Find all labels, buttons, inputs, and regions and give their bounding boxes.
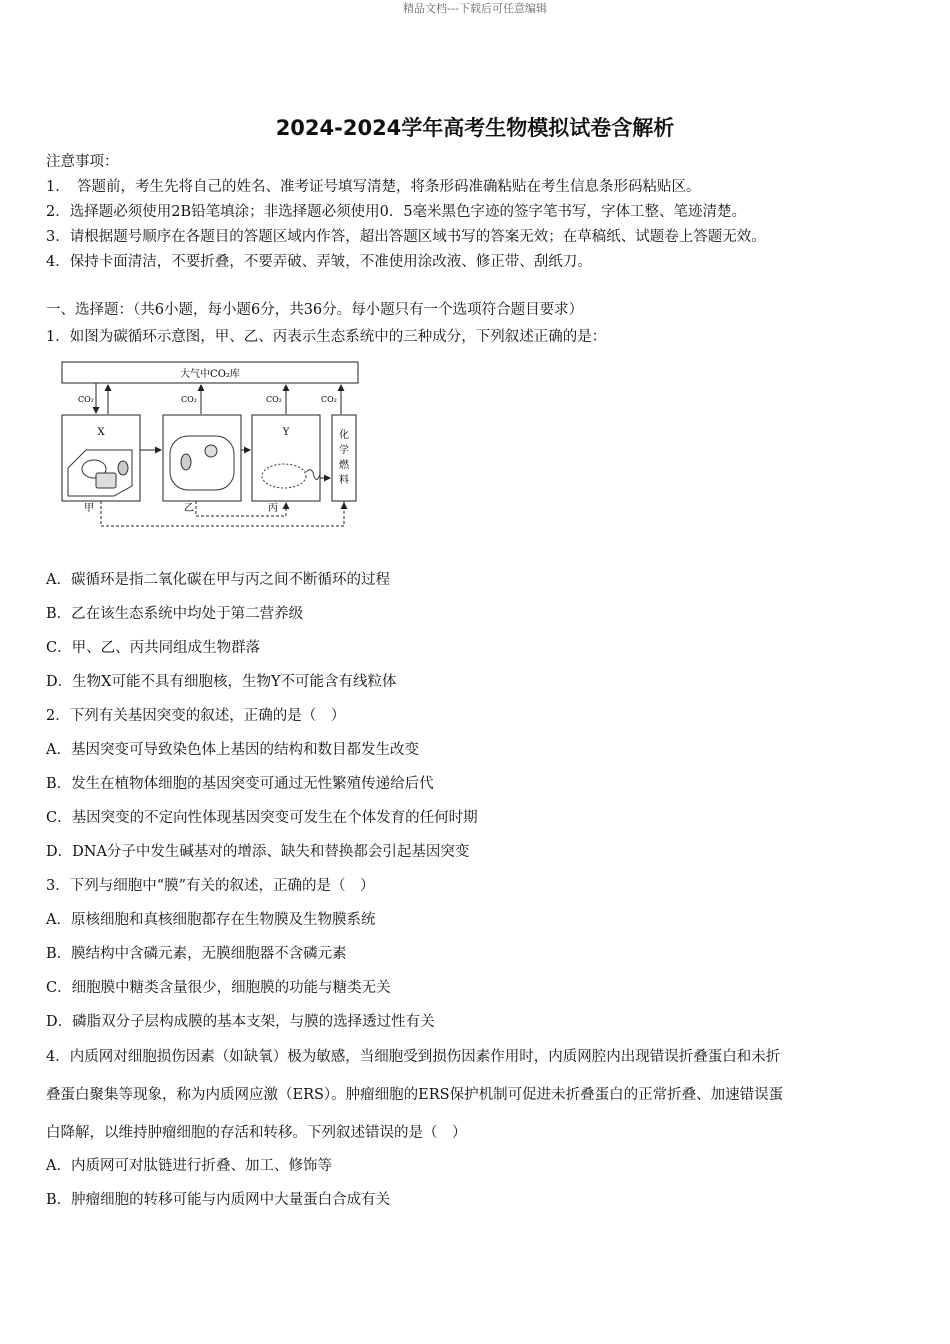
q2-option-c: C．基因突变的不定向性体现基因突变可发生在个体发育的任何时期 [46,810,478,826]
notice-item-1: 1． 答题前，考生先将自己的姓名、准考证号填写清楚，将条形码准确粘贴在考生信息条形码粘贴区。 [46,179,701,195]
notice-heading: 注意事项： [46,154,119,170]
question-4-stem-line-3: 白降解，以维持肿瘤细胞的存活和转移。下列叙述错误的是（ ） [46,1125,467,1141]
notice-item-2: 2．选择题必须使用2B铅笔填涂；非选择题必须使用0．5毫米黑色字迹的签字笔书写，字体工整、笔迹清楚。 [46,204,747,220]
co2-label-3: CO₂ [266,395,282,404]
co2-label-4: CO₂ [321,395,337,404]
co2-label-2: CO₂ [181,395,197,404]
q3-option-b: B．膜结构中含磷元素，无膜细胞器不含磷元素 [46,946,347,962]
page-title: 2024-2024学年高考生物模拟试卷含解析 [275,116,675,140]
question-1-stem: 1．如图为碳循环示意图，甲、乙、丙表示生态系统中的三种成分，下列叙述正确的是： [46,329,607,345]
label-y: Y [282,427,290,438]
label-jia: 甲 [84,503,94,514]
q4-option-b: B．肿瘤细胞的转移可能与内质网中大量蛋白合成有关 [46,1192,391,1208]
question-2-stem: 2．下列有关基因突变的叙述，正确的是（ ） [46,708,346,724]
q2-option-b: B．发生在植物体细胞的基因突变可通过无性繁殖传递给后代 [46,776,434,792]
question-4-stem-line-2: 叠蛋白聚集等现象，称为内质网应激（ERS）。肿瘤细胞的ERS保护机制可促进未折叠蛋白的正常折叠、加速错误蛋 [46,1087,784,1103]
section-heading: 一、选择题：（共6小题，每小题6分，共36分。每小题只有一个选项符合题目要求） [46,302,584,318]
q3-option-d: D．磷脂双分子层构成膜的基本支架，与膜的选择透过性有关 [46,1014,435,1030]
q1-option-b: B．乙在该生态系统中均处于第二营养级 [46,606,304,622]
fossil-char-2: 学 [339,445,349,456]
fossil-char-1: 化 [339,430,349,441]
notice-item-4: 4．保持卡面清洁，不要折叠，不要弄破、弄皱，不准使用涂改液、修正带、刮纸刀。 [46,254,592,270]
box-yi [163,415,241,501]
box-fossil-fuel [332,415,356,501]
q4-option-a: A．内质网可对肽链进行折叠、加工、修饰等 [46,1158,332,1174]
q3-option-a: A．原核细胞和真核细胞都存在生物膜及生物膜系统 [46,912,376,928]
q1-option-a: A．碳循环是指二氧化碳在甲与丙之间不断循环的过程 [46,572,390,588]
question-4-stem-line-1: 4．内质网对细胞损伤因素（如缺氧）极为敏感，当细胞受到损伤因素作用时，内质网腔内出现错误折叠蛋白和未折 [46,1049,781,1065]
co2-label-1: CO₂ [78,395,94,404]
q1-option-d: D．生物X可能不具有细胞核，生物Y不可能含有线粒体 [46,674,397,690]
q2-option-d: D．DNA分子中发生碱基对的增添、缺失和替换都会引起基因突变 [46,844,470,860]
animal-cell-icon [170,436,234,490]
q3-option-c: C．细胞膜中糖类含量很少，细胞膜的功能与糖类无关 [46,980,391,996]
header-note: 精品文档---下载后可任意编辑 [403,2,547,15]
carbon-cycle-diagram [56,358,366,533]
bacteria-icon [262,464,306,488]
question-3-stem: 3．下列与细胞中“膜”有关的叙述，正确的是（ ） [46,878,375,894]
label-x: X [97,427,105,438]
fossil-char-3: 燃 [339,460,349,471]
q1-option-c: C．甲、乙、丙共同组成生物群落 [46,640,261,656]
q2-option-a: A．基因突变可导致染色体上基因的结构和数目都发生改变 [46,742,419,758]
label-bing: 丙 [268,503,278,514]
dashed-loop-outer [101,501,344,526]
atmosphere-label: 大气中CO₂库 [180,369,240,380]
fossil-char-4: 料 [339,475,349,486]
notice-item-3: 3．请根据题号顺序在各题目的答题区域内作答，超出答题区域书写的答案无效；在草稿纸、试题卷上答题无效。 [46,229,766,245]
label-yi: 乙 [184,503,194,514]
